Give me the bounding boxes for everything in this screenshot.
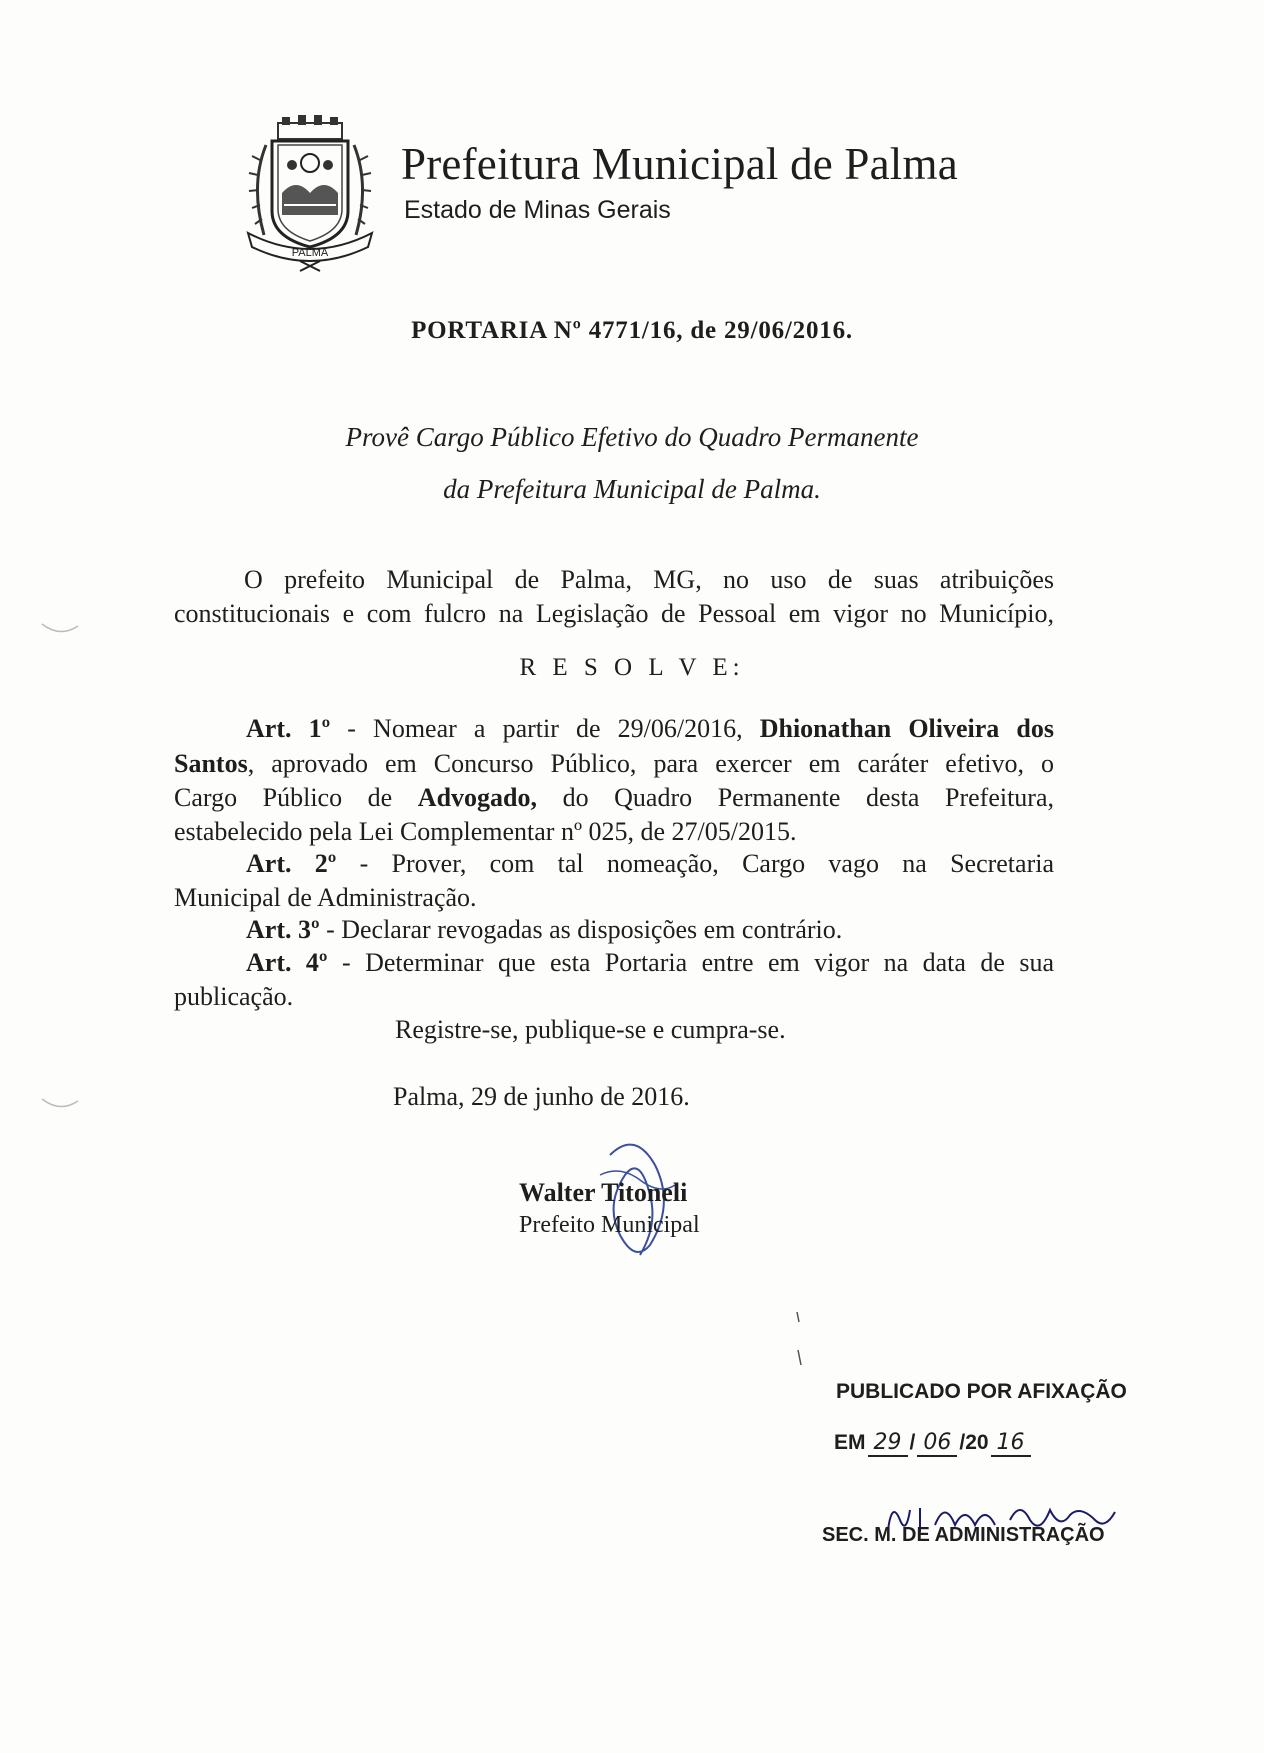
scan-mark-icon bbox=[40, 620, 80, 640]
stamp-published-label: PUBLICADO POR AFIXAÇÃO bbox=[836, 1380, 1127, 1403]
art3-text: - Declarar revogadas as disposições em contrário. bbox=[319, 915, 843, 944]
art1-label: Art. 1º bbox=[246, 714, 331, 743]
art3-label: Art. 3º bbox=[246, 915, 320, 944]
document-title: PORTARIA Nº 4771/16, de 29/06/2016. bbox=[411, 317, 853, 344]
art1-name-a: Dhionathan Oliveira dos bbox=[759, 714, 1054, 743]
preamble-line-2: constitucionais e com fulcro na Legislação de Pessoal em vigor no Município, bbox=[174, 599, 1054, 628]
resolve-heading: R E S O L V E: bbox=[519, 654, 745, 681]
art1-line-4: estabelecido pela Lei Complementar nº 025, de 27/05/2015. bbox=[174, 817, 797, 846]
art3-line-1 bbox=[246, 913, 842, 947]
art4-label: Art. 4º bbox=[246, 948, 328, 977]
art1-text-c: Cargo Público de bbox=[174, 783, 418, 812]
ementa-line-2: da Prefeitura Municipal de Palma. bbox=[443, 474, 821, 504]
art2-label: Art. 2º bbox=[246, 849, 337, 878]
preamble-line-1: O prefeito Municipal de Palma, MG, no uso de suas atribuições bbox=[244, 565, 1054, 594]
stamp-day: 29 bbox=[868, 1430, 908, 1457]
art1-text-a: - Nomear a partir de 29/06/2016, bbox=[330, 714, 760, 743]
art1-cargo: Advogado, bbox=[417, 783, 537, 812]
art2-text-a: - Prover, com tal nomeação, Cargo vago na Secretaria bbox=[336, 849, 1054, 878]
place-and-date: Palma, 29 de junho de 2016. bbox=[393, 1082, 690, 1111]
art4-text-a: - Determinar que esta Portaria entre em vigor na data de sua bbox=[327, 948, 1054, 977]
closing-formula: Registre-se, publique-se e cumpra-se. bbox=[395, 1015, 786, 1044]
organization-name: Prefeitura Municipal de Palma bbox=[401, 139, 958, 189]
art2-line-1 bbox=[246, 847, 1054, 881]
art4-line-2: publicação. bbox=[174, 982, 294, 1011]
art1-text-b: , aprovado em Concurso Público, para exercer em caráter efetivo, o bbox=[247, 749, 1054, 778]
art1-text-d: do Quadro Permanente desta Prefeitura, bbox=[537, 783, 1055, 812]
art4-line-1 bbox=[246, 946, 1054, 980]
stamp-month: 06 bbox=[917, 1430, 957, 1457]
art1-line-1 bbox=[246, 712, 1054, 746]
scan-mark-icon bbox=[40, 1095, 80, 1115]
art1-name-b: Santos bbox=[174, 749, 248, 778]
organization-state: Estado de Minas Gerais bbox=[404, 196, 671, 224]
stamp-secretariat: SEC. M. DE ADMINISTRAÇÃO bbox=[822, 1524, 1105, 1546]
signatory-name: Walter Titoneli bbox=[519, 1178, 688, 1207]
stamp-date-line: EM 29 / 06 /20 16 bbox=[834, 1430, 1033, 1457]
stamp-year-prefix: 20 bbox=[965, 1431, 989, 1454]
signatory-role: Prefeito Municipal bbox=[519, 1212, 700, 1238]
stamp-year-suffix: 16 bbox=[991, 1430, 1031, 1457]
art1-line-2 bbox=[174, 747, 1054, 781]
ementa-line-1: Provê Cargo Público Efetivo do Quadro Permanente bbox=[345, 422, 919, 452]
stamp-em-label: EM bbox=[834, 1431, 866, 1454]
scan-mark-icon bbox=[795, 1310, 805, 1370]
art1-line-3 bbox=[174, 781, 1054, 815]
crest-ribbon-label: PALMA bbox=[291, 247, 329, 259]
municipal-crest-icon bbox=[240, 115, 380, 275]
art2-line-2: Municipal de Administração. bbox=[174, 883, 477, 912]
